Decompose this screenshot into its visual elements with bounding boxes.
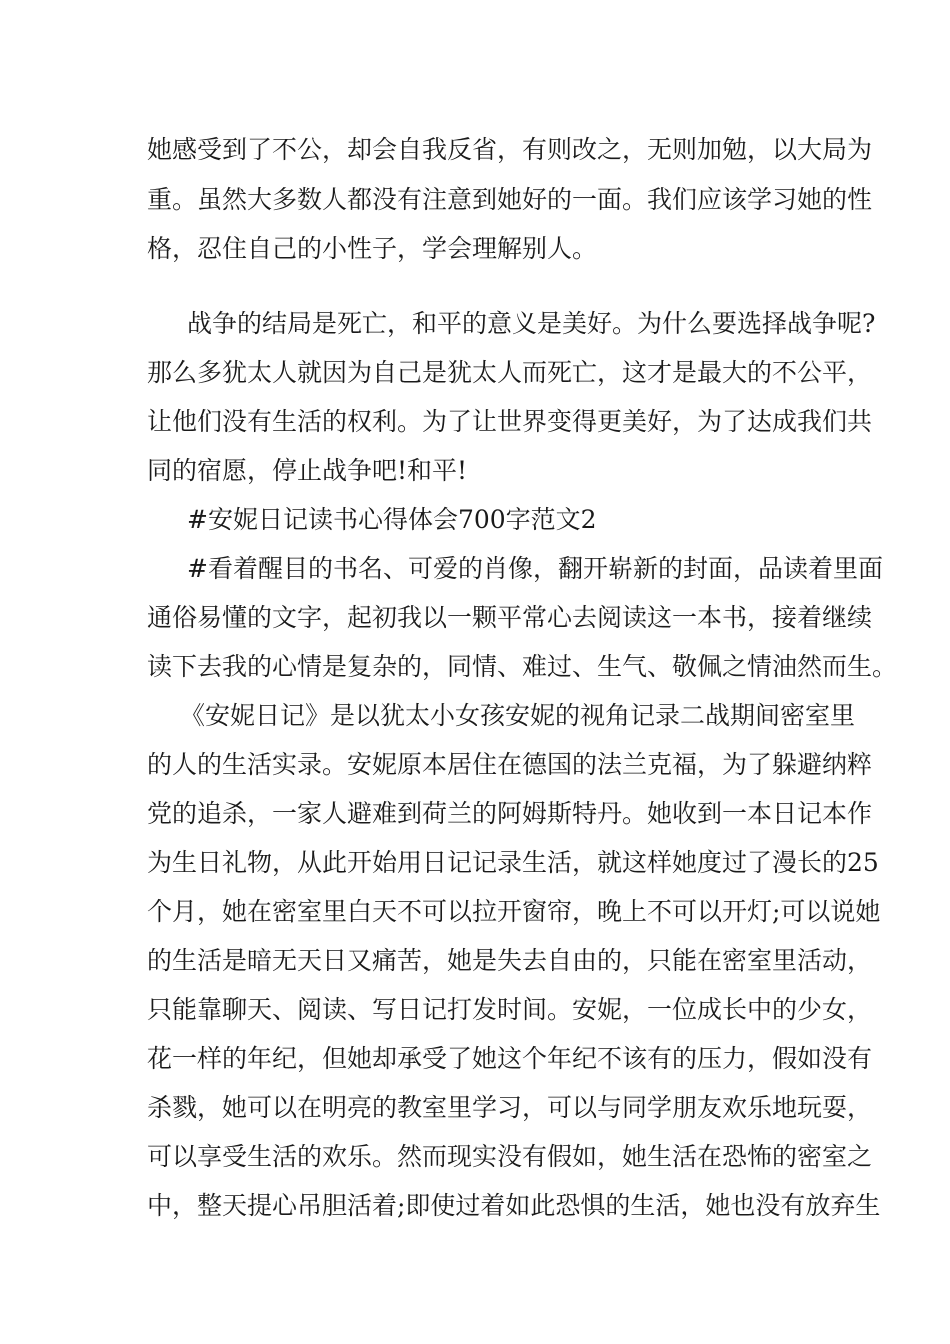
- line-text: 让他们没有生活的权利。为了让世界变得更美好，为了达成我们共: [147, 407, 873, 436]
- line-text: 花一样的年纪，但她却承受了她这个年纪不该有的压力，假如没有: [147, 1044, 873, 1073]
- line-text: 为生日礼物，从此开始用日记记录生活，就这样她度过了漫长的25: [147, 848, 879, 877]
- line-text: #安妮日记读书心得体会700字范文2: [187, 505, 597, 534]
- line-text: 同的宿愿，停止战争吧!和平!: [147, 456, 468, 485]
- text-line: [0, 451, 950, 491]
- line-text: 读下去我的心情是复杂的，同情、难过、生气、敬佩之情油然而生。: [147, 652, 898, 681]
- text-line: [0, 598, 950, 638]
- line-text: 通俗易懂的文字，起初我以一颗平常心去阅读这一本书，接着继续: [147, 603, 873, 632]
- text-line: [0, 1137, 950, 1177]
- line-text: 个月，她在密室里白天不可以拉开窗帘，晚上不可以开灯;可以说她: [147, 897, 881, 926]
- text-line: [0, 180, 950, 220]
- section-heading: [0, 500, 950, 540]
- line-text: 的人的生活实录。安妮原本居住在德国的法兰克福，为了躲避纳粹: [147, 750, 873, 779]
- line-text: 那么多犹太人就因为自己是犹太人而死亡，这才是最大的不公平，: [147, 358, 873, 387]
- line-text: 杀戮，她可以在明亮的教室里学习，可以与同学朋友欢乐地玩耍，: [147, 1093, 873, 1122]
- text-line: [0, 549, 950, 589]
- text-line: [0, 745, 950, 785]
- text-line: [0, 130, 950, 170]
- text-line: [0, 402, 950, 442]
- line-text: 战争的结局是死亡，和平的意义是美好。为什么要选择战争呢?: [187, 309, 876, 338]
- line-text: 只能靠聊天、阅读、写日记打发时间。安妮，一位成长中的少女，: [147, 995, 873, 1024]
- line-text: 重。虽然大多数人都没有注意到她好的一面。我们应该学习她的性: [147, 185, 873, 214]
- text-line: [0, 892, 950, 932]
- line-text: 格，忍住自己的小性子，学会理解别人。: [147, 234, 598, 263]
- line-text: 《安妮日记》是以犹太小女孩安妮的视角记录二战期间密室里: [180, 701, 856, 730]
- line-text: #看着醒目的书名、可爱的肖像，翻开崭新的封面，品读着里面: [187, 554, 883, 583]
- line-text: 中，整天提心吊胆活着;即使过着如此恐惧的生活，她也没有放弃生: [147, 1191, 881, 1220]
- line-text: 党的追杀，一家人避难到荷兰的阿姆斯特丹。她收到一本日记本作: [147, 799, 873, 828]
- line-text: 她感受到了不公，却会自我反省，有则改之，无则加勉，以大局为: [147, 135, 873, 164]
- line-text: 可以享受生活的欢乐。然而现实没有假如，她生活在恐怖的密室之: [147, 1142, 873, 1171]
- text-line: [0, 229, 950, 269]
- text-line: [0, 1088, 950, 1128]
- text-line: [0, 353, 950, 393]
- text-line: [0, 1039, 950, 1079]
- text-line: [0, 990, 950, 1030]
- text-line: [0, 304, 950, 344]
- text-line: [0, 794, 950, 834]
- text-line: [0, 696, 950, 736]
- text-line: [0, 647, 950, 687]
- text-line: [0, 941, 950, 981]
- line-text: 的生活是暗无天日又痛苦，她是失去自由的，只能在密室里活动，: [147, 946, 873, 975]
- text-line: [0, 843, 950, 883]
- text-line: [0, 1186, 950, 1226]
